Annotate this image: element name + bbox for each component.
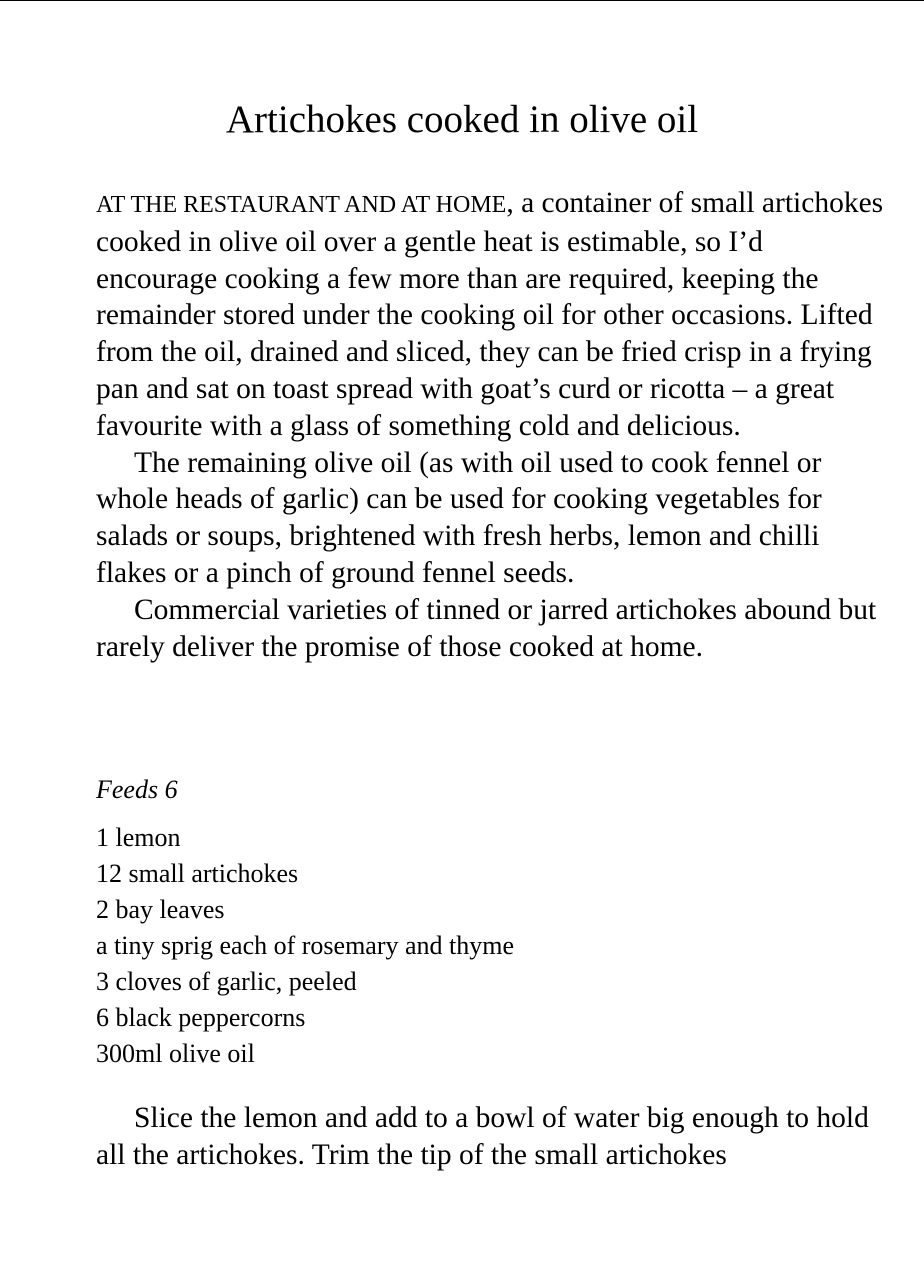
ingredient-item: 300ml olive oil	[96, 1039, 255, 1068]
ingredient-item: 3 cloves of garlic, peeled	[96, 967, 357, 996]
method-paragraph: Slice the lemon and add to a bowl of water big enough to hold all the artichokes. Trim the tip of the small artichokes	[96, 1102, 869, 1171]
ingredient-item: a tiny sprig each of rosemary and thyme	[96, 931, 515, 960]
intro-paragraph-2: The remaining olive oil (as with oil used to cook fennel or whole heads of garlic) can be used for cooking vegetables for salads or soups, brightened with fresh herbs, lemon and chilli flakes or a pinch of ground fennel seeds.	[96, 446, 822, 589]
ingredient-item: 1 lemon	[96, 823, 181, 852]
top-border-rule	[0, 0, 924, 1]
intro-paragraph-1	[96, 185, 886, 445]
ingredient-item: 6 black peppercorns	[96, 1003, 306, 1032]
recipe-title: Artichokes cooked in olive oil	[225, 98, 699, 141]
intro-lead-in: AT THE RESTAURANT AND AT HOME	[96, 192, 507, 218]
serves-note: Feeds 6	[96, 775, 178, 804]
ingredient-list	[96, 820, 514, 1072]
ingredient-item: 12 small artichokes	[96, 859, 299, 888]
intro-paragraph-3: Commercial varieties of tinned or jarred artichokes abound but rarely deliver the promise of those cooked at home.	[96, 593, 877, 663]
recipe-intro	[96, 185, 886, 665]
ingredient-item: 2 bay leaves	[96, 895, 225, 924]
intro-paragraph-1-text: , a container of small artichokes cooked in olive oil over a gentle heat is estimable, so I’d encourage cooking a few more than are required, keeping the remainder stored under the cooking oil for other occasions. Lifted from the oil, drained and sliced, they can be fried crisp in a frying pan and sat on toast spread with goat’s curd or ricotta – a great favourite with a glass of something cold and delicious.	[96, 187, 884, 442]
